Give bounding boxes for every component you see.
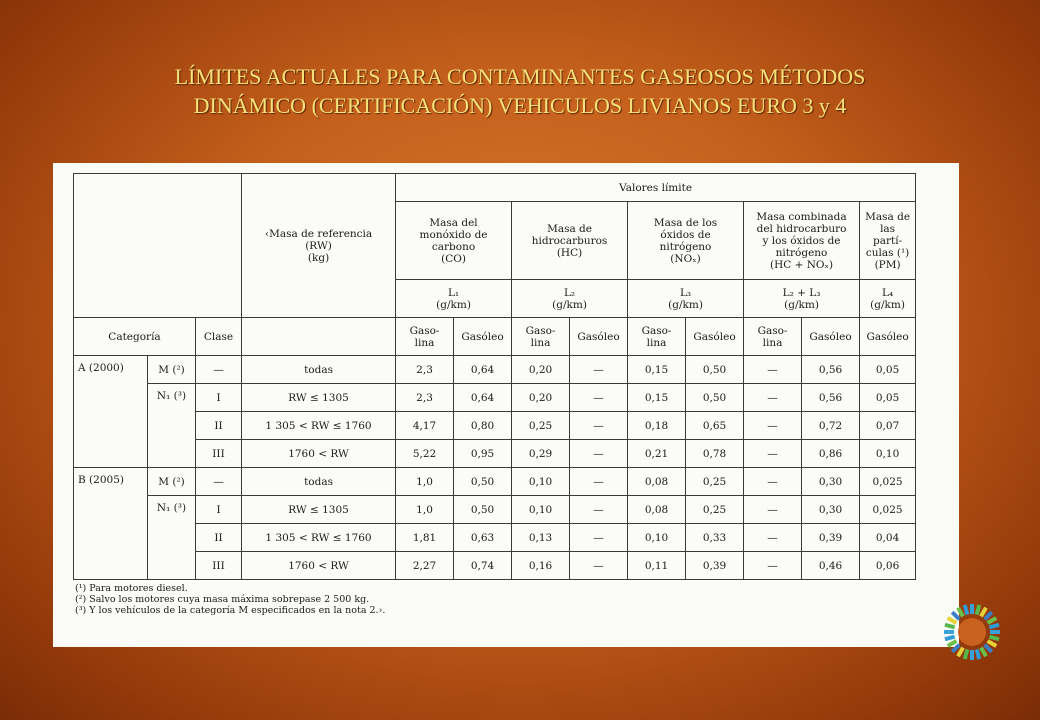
value-cell: 0,29 xyxy=(512,440,570,468)
logo-ray xyxy=(989,637,999,640)
clase-cell: — xyxy=(196,468,242,496)
slide-title xyxy=(40,62,1000,120)
header-pollutant xyxy=(396,202,512,280)
cell-line: L₄ xyxy=(881,286,894,299)
value-cell: 0,18 xyxy=(628,412,686,440)
cell-line: (HC) xyxy=(556,246,583,259)
value-cell: — xyxy=(744,496,802,524)
value-cell: 0,025 xyxy=(860,468,916,496)
cell-line: (g/km) xyxy=(436,298,471,311)
logo-ray xyxy=(965,649,968,659)
header-pollutant xyxy=(512,202,628,280)
footnote-3: (³) Y los vehículos de la categoría M especificados en la nota 2.›. xyxy=(75,605,386,616)
circular-emblem-icon xyxy=(940,600,1004,664)
value-cell: 0,50 xyxy=(686,384,744,412)
table-row xyxy=(74,318,916,356)
value-cell: 0,50 xyxy=(686,356,744,384)
header-pollutant xyxy=(744,202,860,280)
cell-line: lina xyxy=(414,336,435,349)
subcategory: M (²) xyxy=(148,356,196,384)
value-cell: — xyxy=(744,356,802,384)
value-cell: 0,10 xyxy=(628,524,686,552)
value-cell: 0,39 xyxy=(802,524,860,552)
clase-cell: II xyxy=(196,524,242,552)
value-cell: 0,06 xyxy=(860,552,916,580)
cell-line: (g/km) xyxy=(870,298,905,311)
rw-cell: RW ≤ 1305 xyxy=(242,384,396,412)
cell-line: óxidos de xyxy=(660,228,711,241)
clase-cell: I xyxy=(196,496,242,524)
limits-table xyxy=(73,173,916,580)
cell-line: lina xyxy=(762,336,783,349)
value-cell: 2,3 xyxy=(396,384,454,412)
value-cell: — xyxy=(570,468,628,496)
cell-line: Gaso- xyxy=(757,324,788,337)
cell-line: L₃ xyxy=(679,286,692,299)
value-cell: — xyxy=(744,384,802,412)
cell-line: culas (¹) xyxy=(865,246,910,259)
table-row xyxy=(74,468,916,496)
value-cell: 0,80 xyxy=(454,412,512,440)
limits-table-image xyxy=(53,163,959,647)
value-cell: 0,21 xyxy=(628,440,686,468)
subcategory: M (²) xyxy=(148,468,196,496)
value-cell: 0,86 xyxy=(802,440,860,468)
header-gasolina xyxy=(628,318,686,356)
value-cell: 0,07 xyxy=(860,412,916,440)
value-cell: 0,15 xyxy=(628,356,686,384)
cell-line: Masa de xyxy=(547,222,592,235)
value-cell: 0,72 xyxy=(802,412,860,440)
logo-ray xyxy=(977,605,980,615)
header-blank-rw xyxy=(242,318,396,356)
logo-ray xyxy=(988,641,997,646)
value-cell: 0,025 xyxy=(860,496,916,524)
value-cell: 0,08 xyxy=(628,496,686,524)
logo-ray xyxy=(965,605,968,615)
rw-cell: 1760 < RW xyxy=(242,552,396,580)
clase-cell: I xyxy=(196,384,242,412)
header-limit xyxy=(744,280,860,318)
header-blank xyxy=(74,174,242,318)
header-gasolina xyxy=(744,318,802,356)
table-row xyxy=(74,384,916,412)
title-line-1: LÍMITES ACTUALES PARA CONTAMINANTES GASEOSOS MÉTODOS xyxy=(174,64,866,89)
header-gasoleo: Gasóleo xyxy=(454,318,512,356)
table-row xyxy=(74,496,916,524)
value-cell: — xyxy=(570,356,628,384)
value-cell: — xyxy=(570,412,628,440)
value-cell: 0,20 xyxy=(512,356,570,384)
value-cell: 0,30 xyxy=(802,496,860,524)
table-row xyxy=(74,174,916,202)
header-pollutant xyxy=(628,202,744,280)
value-cell: 0,65 xyxy=(686,412,744,440)
cell-line: (CO) xyxy=(441,252,466,265)
value-cell: 0,74 xyxy=(454,552,512,580)
header-limit xyxy=(860,280,916,318)
value-cell: 0,30 xyxy=(802,468,860,496)
value-cell: 0,63 xyxy=(454,524,512,552)
value-cell: 0,39 xyxy=(686,552,744,580)
subcategory: N₁ (³) xyxy=(148,496,196,580)
logo-center xyxy=(958,618,986,646)
rw-cell: 1 305 < RW ≤ 1760 xyxy=(242,524,396,552)
cell-line: L₂ xyxy=(563,286,576,299)
clase-cell: — xyxy=(196,356,242,384)
value-cell: 0,46 xyxy=(802,552,860,580)
header-limit xyxy=(396,280,512,318)
clase-cell: III xyxy=(196,440,242,468)
value-cell: — xyxy=(570,524,628,552)
logo-ray xyxy=(952,612,959,619)
cell-line: las xyxy=(880,222,896,235)
cell-line: nitrógeno xyxy=(775,246,828,259)
cell-line: carbono xyxy=(431,240,476,253)
value-cell: 0,33 xyxy=(686,524,744,552)
value-cell: 0,11 xyxy=(628,552,686,580)
header-pollutant xyxy=(860,202,916,280)
header-gasoleo: Gasóleo xyxy=(860,318,916,356)
logo-ray xyxy=(988,618,997,623)
value-cell: 0,78 xyxy=(686,440,744,468)
cell-line: (RW) xyxy=(305,239,332,252)
category-name: A (2000) xyxy=(74,356,148,468)
value-cell: 0,20 xyxy=(512,384,570,412)
footnote-1: (¹) Para motores diesel. xyxy=(75,583,188,594)
value-cell: 0,56 xyxy=(802,384,860,412)
cell-line: hidrocarburos xyxy=(531,234,608,247)
logo-ray xyxy=(958,648,963,657)
logo-ray xyxy=(981,608,986,617)
value-cell: 1,0 xyxy=(396,496,454,524)
value-cell: 0,08 xyxy=(628,468,686,496)
value-cell: 0,10 xyxy=(512,496,570,524)
cell-line: (g/km) xyxy=(668,298,703,311)
cell-line: Masa del xyxy=(429,216,478,229)
cell-line: Gaso- xyxy=(409,324,440,337)
table-row xyxy=(74,412,916,440)
cell-line: Gaso- xyxy=(525,324,556,337)
table-row xyxy=(74,440,916,468)
value-cell: — xyxy=(744,524,802,552)
value-cell: — xyxy=(570,440,628,468)
footnote-2: (²) Salvo los motores cuya masa máxima sobrepase 2 500 kg. xyxy=(75,594,370,605)
cell-line: monóxido de xyxy=(419,228,488,241)
value-cell: 0,16 xyxy=(512,552,570,580)
value-cell: 1,0 xyxy=(396,468,454,496)
cell-line: L₁ xyxy=(447,286,460,299)
cell-line: Masa combinada xyxy=(756,210,847,223)
logo-ray xyxy=(989,625,999,628)
rw-cell: RW ≤ 1305 xyxy=(242,496,396,524)
table-footnotes xyxy=(75,583,385,616)
header-clase: Clase xyxy=(196,318,242,356)
cell-line: nitrógeno xyxy=(659,240,712,253)
value-cell: 4,17 xyxy=(396,412,454,440)
cell-line: (kg) xyxy=(307,251,330,264)
value-cell: 0,64 xyxy=(454,384,512,412)
header-gasolina xyxy=(396,318,454,356)
cell-line: (HC + NOₓ) xyxy=(769,258,834,271)
cell-line: (PM) xyxy=(874,258,901,271)
cell-line: del hidrocarburo xyxy=(756,222,847,235)
value-cell: 0,05 xyxy=(860,356,916,384)
value-cell: 1,81 xyxy=(396,524,454,552)
value-cell: — xyxy=(744,468,802,496)
logo-ray xyxy=(948,618,957,623)
logo-ray xyxy=(945,637,955,640)
title-line-2: DINÁMICO (CERTIFICACIÓN) VEHICULOS LIVIANOS EURO 3 y 4 xyxy=(193,93,847,118)
logo-ray xyxy=(952,645,959,652)
value-cell: 0,25 xyxy=(686,468,744,496)
logo-ray xyxy=(958,608,963,617)
header-gasoleo: Gasóleo xyxy=(686,318,744,356)
cell-line: lina xyxy=(646,336,667,349)
cell-line: L₂ + L₃ xyxy=(782,286,821,299)
value-cell: 0,95 xyxy=(454,440,512,468)
value-cell: — xyxy=(744,552,802,580)
value-cell: 0,05 xyxy=(860,384,916,412)
table-row xyxy=(74,524,916,552)
cell-line: lina xyxy=(530,336,551,349)
value-cell: — xyxy=(570,496,628,524)
header-masa-referencia xyxy=(242,174,396,318)
category-name: B (2005) xyxy=(74,468,148,580)
value-cell: 0,64 xyxy=(454,356,512,384)
logo-ray xyxy=(985,612,992,619)
value-cell: 0,25 xyxy=(686,496,744,524)
rw-cell: 1760 < RW xyxy=(242,440,396,468)
value-cell: 0,50 xyxy=(454,468,512,496)
rw-cell: todas xyxy=(242,356,396,384)
value-cell: 2,27 xyxy=(396,552,454,580)
cell-line: (NOₓ) xyxy=(670,252,701,265)
header-gasoleo: Gasóleo xyxy=(570,318,628,356)
logo-ray xyxy=(948,641,957,646)
value-cell: 5,22 xyxy=(396,440,454,468)
cell-line: ‹Masa de referencia xyxy=(264,227,373,240)
logo-ray xyxy=(945,625,955,628)
value-cell: 0,25 xyxy=(512,412,570,440)
header-limit xyxy=(628,280,744,318)
cell-line: Masa de los xyxy=(653,216,718,229)
value-cell: — xyxy=(570,384,628,412)
logo-ray xyxy=(977,649,980,659)
cell-line: (g/km) xyxy=(552,298,587,311)
cell-line: Masa de xyxy=(865,210,911,223)
value-cell: 2,3 xyxy=(396,356,454,384)
cell-line: Gaso- xyxy=(641,324,672,337)
clase-cell: II xyxy=(196,412,242,440)
header-limit xyxy=(512,280,628,318)
value-cell: 0,50 xyxy=(454,496,512,524)
value-cell: — xyxy=(570,552,628,580)
table-row xyxy=(74,552,916,580)
value-cell: 0,10 xyxy=(512,468,570,496)
value-cell: 0,13 xyxy=(512,524,570,552)
value-cell: 0,56 xyxy=(802,356,860,384)
value-cell: 0,15 xyxy=(628,384,686,412)
table-row xyxy=(74,356,916,384)
header-gasoleo: Gasóleo xyxy=(802,318,860,356)
rw-cell: 1 305 < RW ≤ 1760 xyxy=(242,412,396,440)
value-cell: 0,04 xyxy=(860,524,916,552)
header-gasolina xyxy=(512,318,570,356)
header-categoria: Categoría xyxy=(74,318,196,356)
clase-cell: III xyxy=(196,552,242,580)
header-valores-limite: Valores límite xyxy=(396,174,916,202)
subcategory: N₁ (³) xyxy=(148,384,196,468)
cell-line: (g/km) xyxy=(784,298,819,311)
rw-cell: todas xyxy=(242,468,396,496)
cell-line: y los óxidos de xyxy=(762,234,841,247)
cell-line: partí- xyxy=(873,234,903,247)
value-cell: — xyxy=(744,440,802,468)
value-cell: 0,10 xyxy=(860,440,916,468)
value-cell: — xyxy=(744,412,802,440)
logo-ray xyxy=(985,645,992,652)
logo-ray xyxy=(981,648,986,657)
